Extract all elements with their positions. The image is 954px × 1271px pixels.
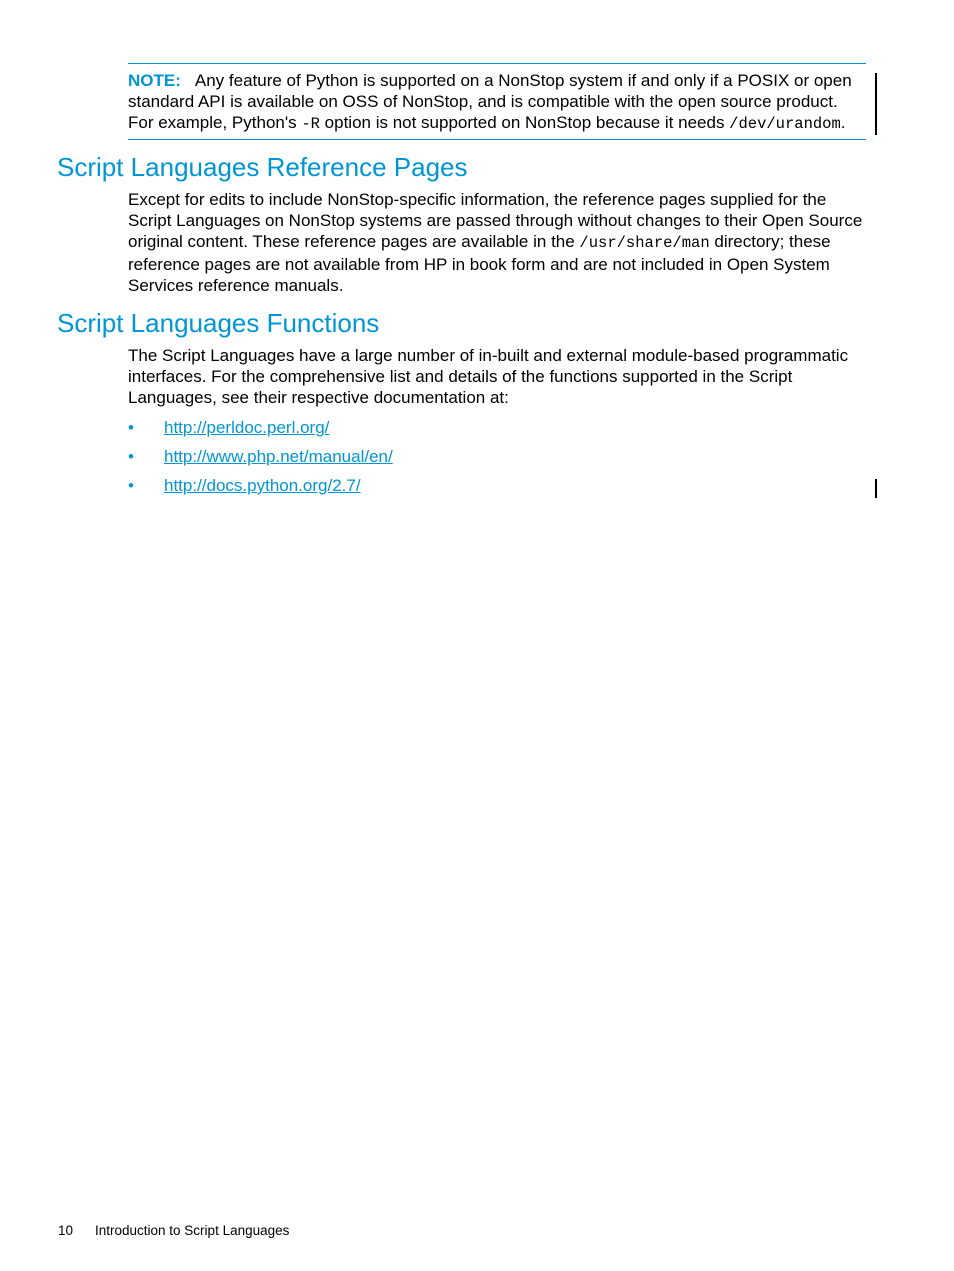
change-bar-note [875,73,877,135]
list-item [128,474,393,503]
list-item [128,445,393,474]
link-php-manual[interactable]: http://www.php.net/manual/en/ [164,447,393,466]
reference-text-2: directory; these reference pages are not available from HP in book form and are not included in Open System Services reference manuals. [128,232,831,295]
note-box [128,63,866,140]
reference-code-usr-share-man: /usr/share/man [579,234,710,252]
bullet-icon: • [128,418,134,437]
page-number: 10 [58,1223,74,1238]
functions-paragraph: The Script Languages have a large number of in-built and external module-based programmatic interfaces. For the comprehensive list and details of the functions supported in the Script Languages, see their respective documentation at: [128,346,849,407]
reference-pages-paragraph [128,189,870,296]
bullet-icon: • [128,447,134,466]
link-perldoc[interactable]: http://perldoc.perl.org/ [164,418,330,437]
reference-text-1: Except for edits to include NonStop-specific information, the reference pages supplied for the Script Languages on NonStop systems are passed through without changes to their Open Source original content. These reference pages are available in the [128,190,863,251]
link-python-docs[interactable]: http://docs.python.org/2.7/ [164,476,361,495]
list-item [128,416,393,445]
note-text-2: option is not supported on NonStop because it needs [319,113,730,132]
documentation-link-list [128,416,393,503]
heading-functions: Script Languages Functions [57,308,380,338]
heading-reference-pages: Script Languages Reference Pages [57,152,468,182]
note-text-1: Any feature of Python is supported on a NonStop system if and only if a POSIX or open standard API is available on OSS of NonStop, and is compatible with the open source product. For example, Python's [128,71,852,132]
change-bar-links [875,479,877,498]
note-text-3: . [840,113,846,132]
note-label: NOTE: [128,71,181,90]
note-code-r-option: -R [301,115,320,133]
bullet-icon: • [128,476,134,495]
page-footer [58,1223,289,1238]
footer-title: Introduction to Script Languages [95,1223,290,1238]
note-code-dev-urandom: /dev/urandom [729,115,841,133]
